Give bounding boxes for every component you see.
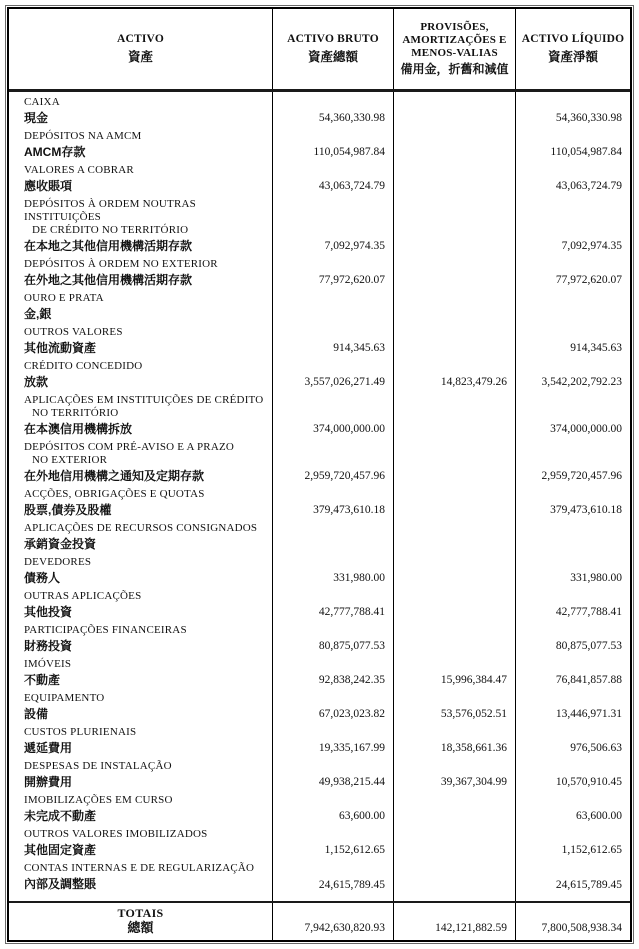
cell-provisoes bbox=[393, 126, 515, 160]
assets-table bbox=[7, 7, 632, 942]
totals-activo-bruto: 7,942,630,820.93 bbox=[272, 903, 393, 940]
asset-label-pt: CONTAS INTERNAS E DE REGULARIZAÇÃO bbox=[24, 862, 255, 874]
table-row bbox=[9, 390, 630, 437]
cell-activo-bruto: 374,000,000.00 bbox=[272, 390, 393, 437]
totals-activo-liquido: 7,800,508,938.34 bbox=[515, 903, 630, 940]
cell-activo-liquido: 3,542,202,792.23 bbox=[515, 356, 630, 390]
cell-provisoes bbox=[393, 254, 515, 288]
asset-label-cell bbox=[9, 790, 272, 824]
asset-label-cell bbox=[9, 356, 272, 390]
cell-activo-bruto: 914,345.63 bbox=[272, 322, 393, 356]
table-row bbox=[9, 254, 630, 288]
cell-activo-liquido bbox=[515, 288, 630, 322]
cell-activo-liquido: 379,473,610.18 bbox=[515, 484, 630, 518]
asset-label-cn: AMCM存款 bbox=[24, 145, 86, 159]
cell-activo-bruto: 92,838,242.35 bbox=[272, 654, 393, 688]
asset-label-pt: CAIXA bbox=[24, 96, 60, 108]
cell-activo-bruto: 7,092,974.35 bbox=[272, 194, 393, 254]
asset-label-pt: CUSTOS PLURIENAIS bbox=[24, 726, 137, 738]
asset-label-cn: 設備 bbox=[24, 707, 49, 721]
balance-sheet-page bbox=[5, 5, 634, 944]
asset-label-pt: DEPÓSITOS NA AMCM bbox=[24, 130, 142, 142]
cell-activo-bruto: 63,600.00 bbox=[272, 790, 393, 824]
asset-label-cell bbox=[9, 756, 272, 790]
cell-activo-liquido: 42,777,788.41 bbox=[515, 586, 630, 620]
asset-label-cell bbox=[9, 484, 272, 518]
table-row bbox=[9, 484, 630, 518]
table-row bbox=[9, 288, 630, 322]
table-row bbox=[9, 160, 630, 194]
asset-label-cell bbox=[9, 92, 272, 126]
header-activo-pt: ACTIVO bbox=[117, 33, 164, 46]
asset-label-cell bbox=[9, 254, 272, 288]
asset-label-cn: 在本澳信用機構拆放 bbox=[24, 422, 133, 436]
table-row bbox=[9, 552, 630, 586]
asset-label-cn: 其他固定資產 bbox=[24, 843, 97, 857]
table-row bbox=[9, 756, 630, 790]
asset-label-pt: OUTROS VALORES IMOBILIZADOS bbox=[24, 828, 208, 840]
asset-label-pt: DEVEDORES bbox=[24, 556, 92, 568]
asset-label-pt: IMÓVEIS bbox=[24, 658, 72, 670]
asset-label-pt: OUTROS VALORES bbox=[24, 326, 123, 338]
asset-label-pt-continuation: DE CRÉDITO NO TERRITÓRIO bbox=[32, 224, 189, 236]
asset-label-cell bbox=[9, 722, 272, 756]
header-activo-liquido bbox=[515, 9, 630, 89]
cell-provisoes: 14,823,479.26 bbox=[393, 356, 515, 390]
asset-label-cn: 在外地之其他信用機構活期存款 bbox=[24, 273, 193, 287]
table-row bbox=[9, 722, 630, 756]
asset-label-cn: 在本地之其他信用機構活期存款 bbox=[24, 239, 193, 253]
asset-label-cell bbox=[9, 824, 272, 858]
cell-activo-bruto: 19,335,167.99 bbox=[272, 722, 393, 756]
asset-label-cell bbox=[9, 437, 272, 484]
header-activo-cn: 資產 bbox=[127, 49, 153, 64]
cell-activo-liquido: 77,972,620.07 bbox=[515, 254, 630, 288]
asset-label-pt-continuation: NO EXTERIOR bbox=[32, 454, 108, 466]
cell-activo-liquido: 10,570,910.45 bbox=[515, 756, 630, 790]
cell-activo-bruto: 77,972,620.07 bbox=[272, 254, 393, 288]
cell-provisoes bbox=[393, 552, 515, 586]
cell-activo-bruto: 80,875,077.53 bbox=[272, 620, 393, 654]
asset-label-pt: OURO E PRATA bbox=[24, 292, 104, 304]
asset-label-cn: 現金 bbox=[24, 111, 49, 125]
cell-activo-liquido: 43,063,724.79 bbox=[515, 160, 630, 194]
asset-label-pt: DEPÓSITOS COM PRÉ-AVISO E A PRAZO bbox=[24, 441, 235, 453]
header-provisoes-pt-2: AMORTIZAÇÕES E bbox=[402, 34, 507, 46]
cell-activo-liquido: 24,615,789.45 bbox=[515, 858, 630, 901]
asset-label-cell bbox=[9, 126, 272, 160]
asset-label-pt: CRÉDITO CONCEDIDO bbox=[24, 360, 143, 372]
asset-label-cell bbox=[9, 858, 272, 901]
asset-label-cell bbox=[9, 288, 272, 322]
asset-label-pt-continuation: NO TERRITÓRIO bbox=[32, 407, 119, 419]
cell-activo-liquido: 13,446,971.31 bbox=[515, 688, 630, 722]
cell-activo-bruto: 379,473,610.18 bbox=[272, 484, 393, 518]
cell-activo-bruto: 24,615,789.45 bbox=[272, 858, 393, 901]
asset-label-cn: 其他投資 bbox=[24, 605, 73, 619]
table-row bbox=[9, 518, 630, 552]
cell-activo-bruto: 1,152,612.65 bbox=[272, 824, 393, 858]
asset-label-pt: APLICAÇÕES DE RECURSOS CONSIGNADOS bbox=[24, 522, 258, 534]
asset-label-pt: IMOBILIZAÇÕES EM CURSO bbox=[24, 794, 173, 806]
cell-provisoes bbox=[393, 437, 515, 484]
cell-provisoes: 39,367,304.99 bbox=[393, 756, 515, 790]
asset-label-cn: 遞延費用 bbox=[24, 741, 73, 755]
asset-label-cn: 不動產 bbox=[24, 673, 61, 687]
cell-provisoes: 15,996,384.47 bbox=[393, 654, 515, 688]
cell-activo-liquido: 76,841,857.88 bbox=[515, 654, 630, 688]
cell-provisoes bbox=[393, 322, 515, 356]
totals-label-pt: TOTAIS bbox=[117, 906, 164, 920]
header-activo bbox=[9, 9, 272, 89]
cell-provisoes bbox=[393, 824, 515, 858]
table-row bbox=[9, 858, 630, 901]
asset-label-cell bbox=[9, 322, 272, 356]
asset-label-cn: 應收賬項 bbox=[24, 179, 73, 193]
cell-provisoes bbox=[393, 92, 515, 126]
cell-activo-liquido: 54,360,330.98 bbox=[515, 92, 630, 126]
cell-activo-bruto bbox=[272, 518, 393, 552]
cell-activo-liquido bbox=[515, 518, 630, 552]
cell-provisoes bbox=[393, 390, 515, 437]
cell-activo-liquido: 80,875,077.53 bbox=[515, 620, 630, 654]
asset-label-pt: DEPÓSITOS À ORDEM NO EXTERIOR bbox=[24, 258, 218, 270]
cell-provisoes bbox=[393, 288, 515, 322]
cell-activo-bruto: 331,980.00 bbox=[272, 552, 393, 586]
cell-activo-liquido: 110,054,987.84 bbox=[515, 126, 630, 160]
asset-label-cell bbox=[9, 194, 272, 254]
asset-label-cn: 承銷資金投資 bbox=[24, 537, 97, 551]
table-header-row bbox=[9, 9, 630, 92]
header-activo-bruto-pt: ACTIVO BRUTO bbox=[287, 33, 379, 46]
asset-label-cn: 金,銀 bbox=[24, 307, 52, 321]
cell-activo-liquido: 7,092,974.35 bbox=[515, 194, 630, 254]
table-row bbox=[9, 92, 630, 126]
cell-activo-bruto: 43,063,724.79 bbox=[272, 160, 393, 194]
header-activo-bruto bbox=[272, 9, 393, 89]
cell-activo-liquido: 914,345.63 bbox=[515, 322, 630, 356]
asset-label-cn: 開辦費用 bbox=[24, 775, 73, 789]
asset-label-cn: 財務投資 bbox=[24, 639, 73, 653]
totals-label-cn: 總額 bbox=[127, 920, 154, 935]
table-row bbox=[9, 356, 630, 390]
asset-label-cell bbox=[9, 688, 272, 722]
header-provisoes bbox=[393, 9, 515, 89]
cell-provisoes bbox=[393, 790, 515, 824]
asset-label-cell bbox=[9, 586, 272, 620]
totals-row bbox=[9, 901, 630, 940]
asset-label-cell bbox=[9, 518, 272, 552]
cell-activo-liquido: 1,152,612.65 bbox=[515, 824, 630, 858]
cell-activo-bruto: 42,777,788.41 bbox=[272, 586, 393, 620]
table-row bbox=[9, 688, 630, 722]
totals-provisoes: 142,121,882.59 bbox=[393, 903, 515, 940]
cell-provisoes: 53,576,052.51 bbox=[393, 688, 515, 722]
asset-label-cn: 放款 bbox=[24, 375, 49, 389]
asset-label-pt: APLICAÇÕES EM INSTITUIÇÕES DE CRÉDITO bbox=[24, 394, 264, 406]
cell-provisoes bbox=[393, 586, 515, 620]
header-activo-bruto-cn: 資產總額 bbox=[307, 49, 358, 64]
asset-label-pt: DEPÓSITOS À ORDEM NOUTRAS INSTITUIÇÕES bbox=[24, 198, 196, 223]
cell-activo-liquido: 331,980.00 bbox=[515, 552, 630, 586]
cell-provisoes bbox=[393, 194, 515, 254]
cell-activo-bruto: 2,959,720,457.96 bbox=[272, 437, 393, 484]
table-row bbox=[9, 824, 630, 858]
table-row bbox=[9, 194, 630, 254]
header-provisoes-cn: 備用金，折舊和減值 bbox=[400, 62, 509, 76]
table-row bbox=[9, 586, 630, 620]
cell-activo-liquido: 976,506.63 bbox=[515, 722, 630, 756]
cell-activo-liquido: 63,600.00 bbox=[515, 790, 630, 824]
cell-activo-liquido: 2,959,720,457.96 bbox=[515, 437, 630, 484]
asset-label-pt: PARTICIPAÇÕES FINANCEIRAS bbox=[24, 624, 187, 636]
asset-label-cell bbox=[9, 654, 272, 688]
asset-label-pt: OUTRAS APLICAÇÕES bbox=[24, 590, 142, 602]
asset-label-cell bbox=[9, 160, 272, 194]
table-row bbox=[9, 437, 630, 484]
asset-label-cell bbox=[9, 552, 272, 586]
table-body bbox=[9, 92, 630, 901]
cell-provisoes bbox=[393, 858, 515, 901]
cell-activo-liquido: 374,000,000.00 bbox=[515, 390, 630, 437]
table-row bbox=[9, 620, 630, 654]
cell-activo-bruto: 110,054,987.84 bbox=[272, 126, 393, 160]
cell-activo-bruto: 54,360,330.98 bbox=[272, 92, 393, 126]
asset-label-pt: EQUIPAMENTO bbox=[24, 692, 105, 704]
cell-provisoes bbox=[393, 620, 515, 654]
asset-label-cell bbox=[9, 620, 272, 654]
header-activo-liquido-cn: 資產淨額 bbox=[547, 49, 598, 64]
table-row bbox=[9, 126, 630, 160]
cell-activo-bruto: 67,023,023.82 bbox=[272, 688, 393, 722]
asset-label-pt: ACÇÕES, OBRIGAÇÕES E QUOTAS bbox=[24, 488, 205, 500]
asset-label-cell bbox=[9, 390, 272, 437]
header-provisoes-pt-1: PROVISÕES, bbox=[420, 21, 489, 33]
header-provisoes-pt-3: MENOS-VALIAS bbox=[411, 47, 498, 59]
cell-provisoes bbox=[393, 484, 515, 518]
asset-label-cn: 其他流動資產 bbox=[24, 341, 97, 355]
cell-activo-bruto: 49,938,215.44 bbox=[272, 756, 393, 790]
header-activo-liquido-pt: ACTIVO LÍQUIDO bbox=[521, 33, 625, 46]
asset-label-cn: 在外地信用機構之通知及定期存款 bbox=[24, 469, 205, 483]
table-row bbox=[9, 790, 630, 824]
cell-activo-bruto bbox=[272, 288, 393, 322]
asset-label-cn: 債務人 bbox=[24, 571, 61, 585]
cell-provisoes bbox=[393, 160, 515, 194]
cell-activo-bruto: 3,557,026,271.49 bbox=[272, 356, 393, 390]
asset-label-cn: 未完成不動產 bbox=[24, 809, 97, 823]
table-row bbox=[9, 322, 630, 356]
asset-label-cn: 股票,債券及股權 bbox=[24, 503, 112, 517]
cell-provisoes: 18,358,661.36 bbox=[393, 722, 515, 756]
asset-label-pt: VALORES A COBRAR bbox=[24, 164, 134, 176]
cell-provisoes bbox=[393, 518, 515, 552]
asset-label-cn: 內部及調整賬 bbox=[24, 877, 97, 891]
table-row bbox=[9, 654, 630, 688]
asset-label-pt: DESPESAS DE INSTALAÇÃO bbox=[24, 760, 172, 772]
